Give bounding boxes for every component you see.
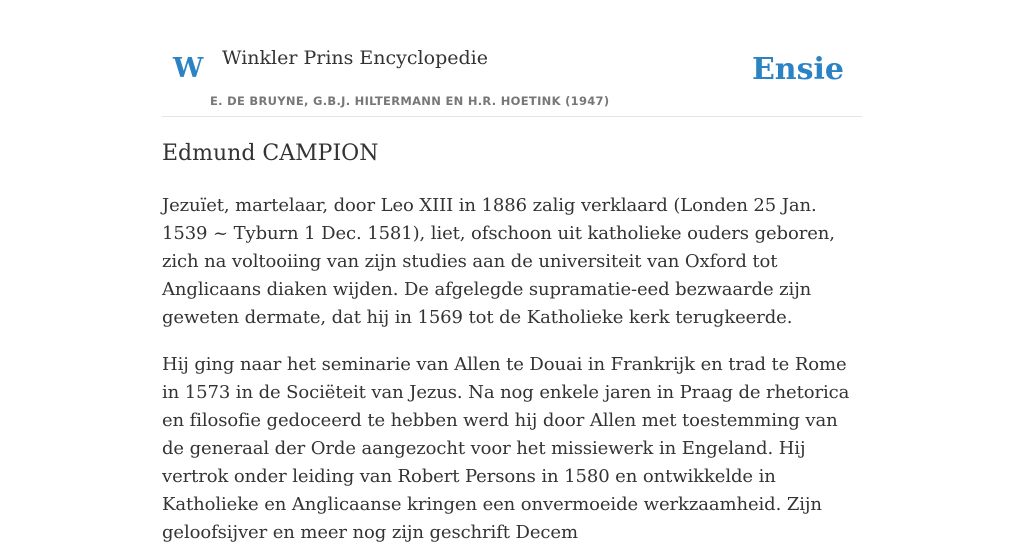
publication-title[interactable]: Winkler Prins Encyclopedie — [222, 47, 488, 69]
winkler-prins-logo-icon[interactable]: W — [173, 53, 204, 84]
article-paragraph: Hij ging naar het seminarie van Allen te Douai in Frankrijk en trad te Rome in 1573 in de Sociëteit van Jezus. Na nog enkele jaren in Praag de rhetorica en filosofie gedoceerd te hebben werd hij door Allen met toestemming van de generaal der Orde aangezocht voor het missiewerk in Engeland. Hij vertrok onder leiding van Robert Persons in 1580 en ontwikkelde in Katholieke en Anglicaanse kringen een onvermoeide werkzaamheid. Zijn geloofsijver en meer nog zijn geschrift Decem — [162, 354, 850, 543]
article — [162, 138, 862, 547]
article-title: Edmund CAMPION — [162, 141, 379, 166]
article-paragraph: Jezuïet, martelaar, door Leo XIII in 1886 zalig verklaard (Londen 25 Jan. 1539 ~ Tyburn 1 Dec. 1581), liet, ofschoon uit katholieke ouders geboren, zich na voltooiing van zijn studies aan de universiteit van Oxford tot Anglicaans diaken wijden. De afgelegde supramatie-eed bezwaarde zijn geweten dermate, dat hij in 1569 tot de Katholieke kerk terugkeerde. — [162, 195, 835, 328]
ensie-home-link[interactable]: Ensie — [751, 52, 844, 87]
publication-authors: E. DE BRUYNE, G.B.J. HILTERMANN EN H.R. HOETINK (1947) — [210, 94, 610, 108]
encyclopedia-header — [162, 0, 862, 117]
